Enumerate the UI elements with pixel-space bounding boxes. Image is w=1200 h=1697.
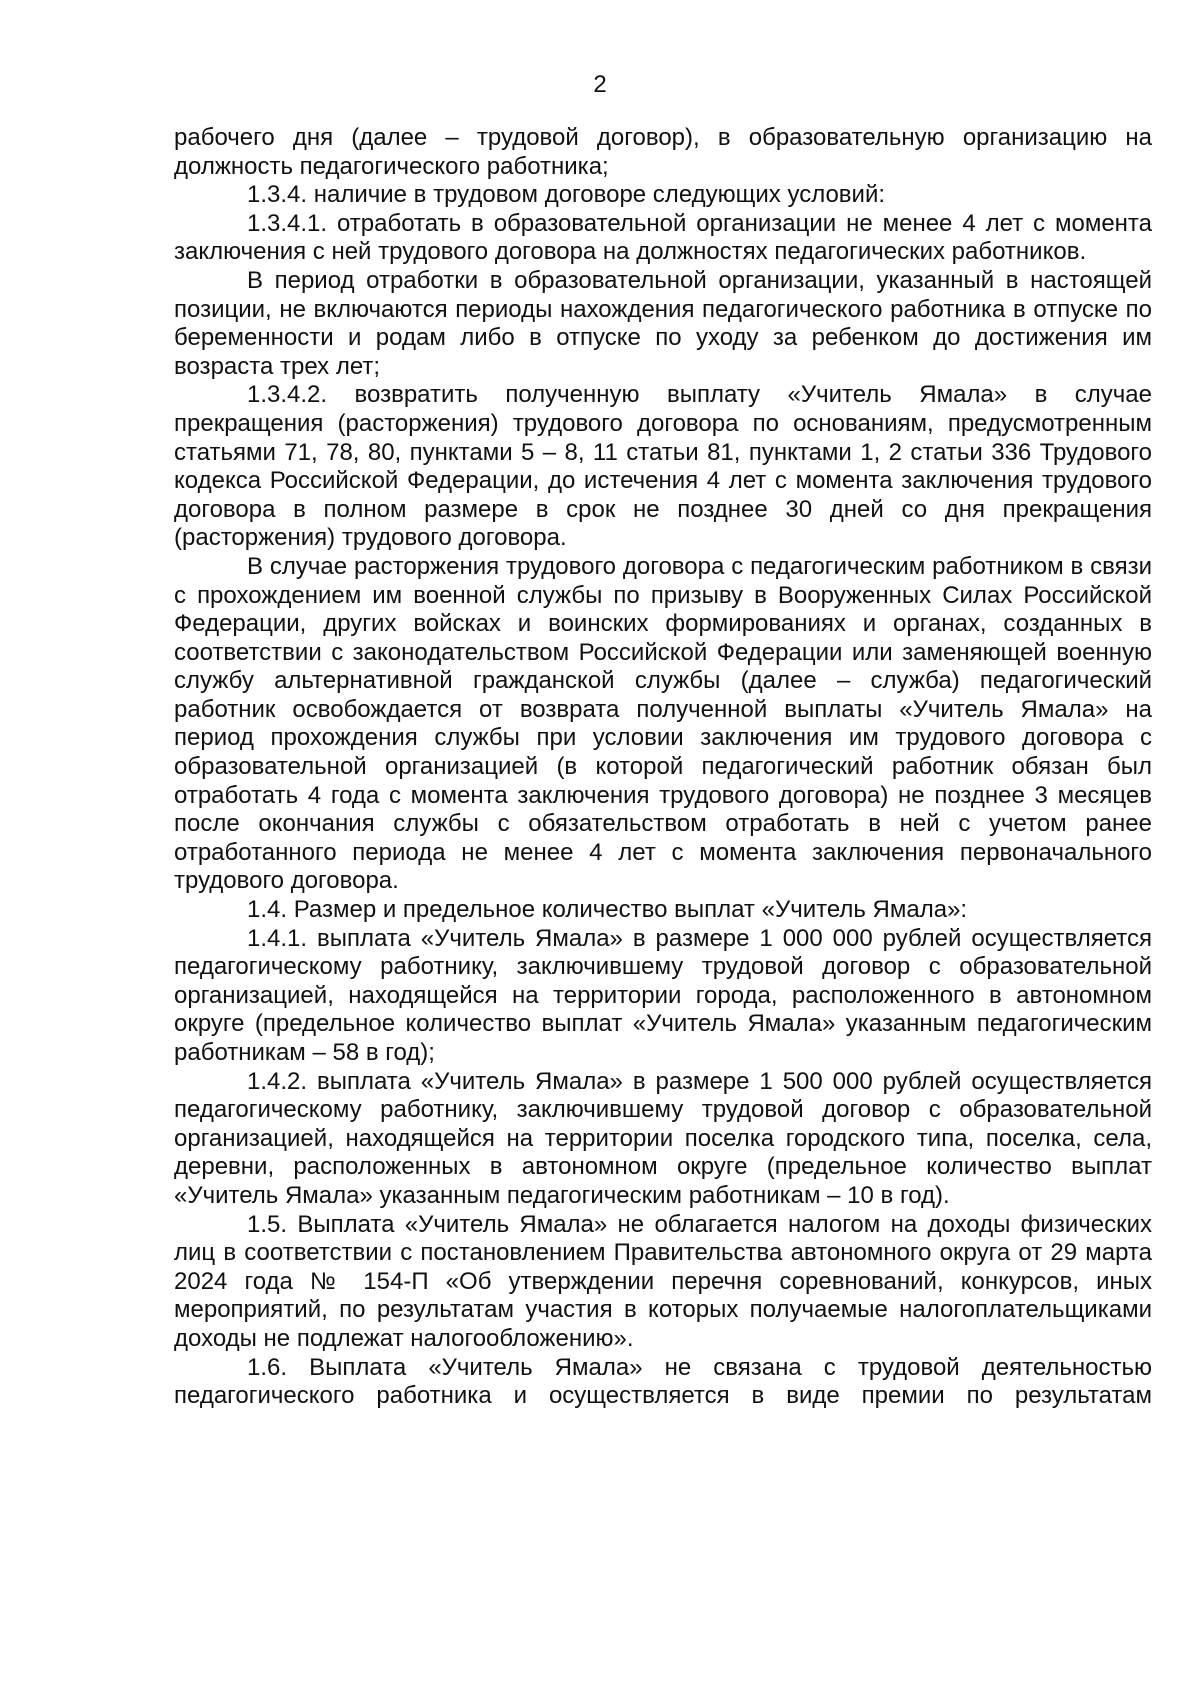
paragraph-1: рабочего дня (далее – трудовой договор), в образовательную организацию на должность педагогического работника; <box>174 124 1152 180</box>
paragraph-1-4-2: 1.4.2. выплата «Учитель Ямала» в размере 1 500 000 рублей осуществляется педагогическому работнику, заключившему трудовой договор с образовательной организацией, находящейся на территории поселка городского типа, поселка, села, деревни, расположенных в автономном округе (предельное количество выплат «Учитель Ямала» указанным педагогическим работникам – 10 в год). <box>174 1067 1152 1209</box>
paragraph-1-6: 1.6. Выплата «Учитель Ямала» не связана с трудовой деятельностью педагогического работника и осуществляется в виде премии по результатам <box>174 1353 1152 1410</box>
paragraph-1-5: 1.5. Выплата «Учитель Ямала» не облагается налогом на доходы физических лиц в соответствии с постановлением Правительства автономного округа от 29 марта 2024 года № 154-П «Об утверждении перечня соревнований, конкурсов, иных мероприятий, по результатам участия в которых получаемые налогоплательщиками доходы не подлежат налогообложению». <box>174 1210 1152 1352</box>
paragraph-1-3-4-1: 1.3.4.1. отработать в образовательной организации не менее 4 лет с момента заключения с ней трудового договора на должностях педагогических работников. <box>174 209 1152 266</box>
paragraph-1-3-4-2: 1.3.4.2. возвратить полученную выплату «Учитель Ямала» в случае прекращения (расторжения) трудового договора по основаниям, предусмотренным статьями 71, 78, 80, пунктами 5 – 8, 11 статьи 81, пунктами 1, 2 статьи 336 Трудового кодекса Российской Федерации, до истечения 4 лет с момента заключения трудового договора в полном размере в срок не позднее 30 дней со дня прекращения (расторжения) трудового договора. <box>174 381 1152 552</box>
paragraph-military-service: В случае расторжения трудового договора с педагогическим работником в связи с прохождением им военной службы по призыву в Вооруженных Силах Российской Федерации, других войсках и воинских формированиях и органах, созданных в соответствии с законодательством Российской Федерации или заменяющей военную службу альтернативной гражданской службы (далее – служба) педагогический работник освобождается от возврата полученной выплаты «Учитель Ямала» на период прохождения службы при условии заключения им трудового договора с образовательной организацией (в которой педагогический работник обязан был отработать 4 года с момента заключения трудового договора) не позднее 3 месяцев после окончания службы с обязательством отработать в ней с учетом ранее отработанного периода не менее 4 лет с момента заключения первоначального трудового договора. <box>174 552 1152 895</box>
paragraph-1-3-4: 1.3.4. наличие в трудовом договоре следующих условий: <box>247 181 886 209</box>
document-body <box>174 124 1152 1411</box>
paragraph-1-4: 1.4. Размер и предельное количество выплат «Учитель Ямала»: <box>247 896 968 924</box>
paragraph-1-4-1: 1.4.1. выплата «Учитель Ямала» в размере 1 000 000 рублей осуществляется педагогическому работнику, заключившему трудовой договор с образовательной организацией, находящейся на территории города, расположенного в автономном округе (предельное количество выплат «Учитель Ямала» указанным педагогическим работникам – 58 в год); <box>174 924 1152 1066</box>
paragraph-work-period: В период отработки в образовательной организации, указанный в настоящей позиции, не включаются периоды нахождения педагогического работника в отпуске по беременности и родам либо в отпуске по уходу за ребенком до достижения им возраста трех лет; <box>174 266 1152 380</box>
page-number: 2 <box>593 71 607 98</box>
